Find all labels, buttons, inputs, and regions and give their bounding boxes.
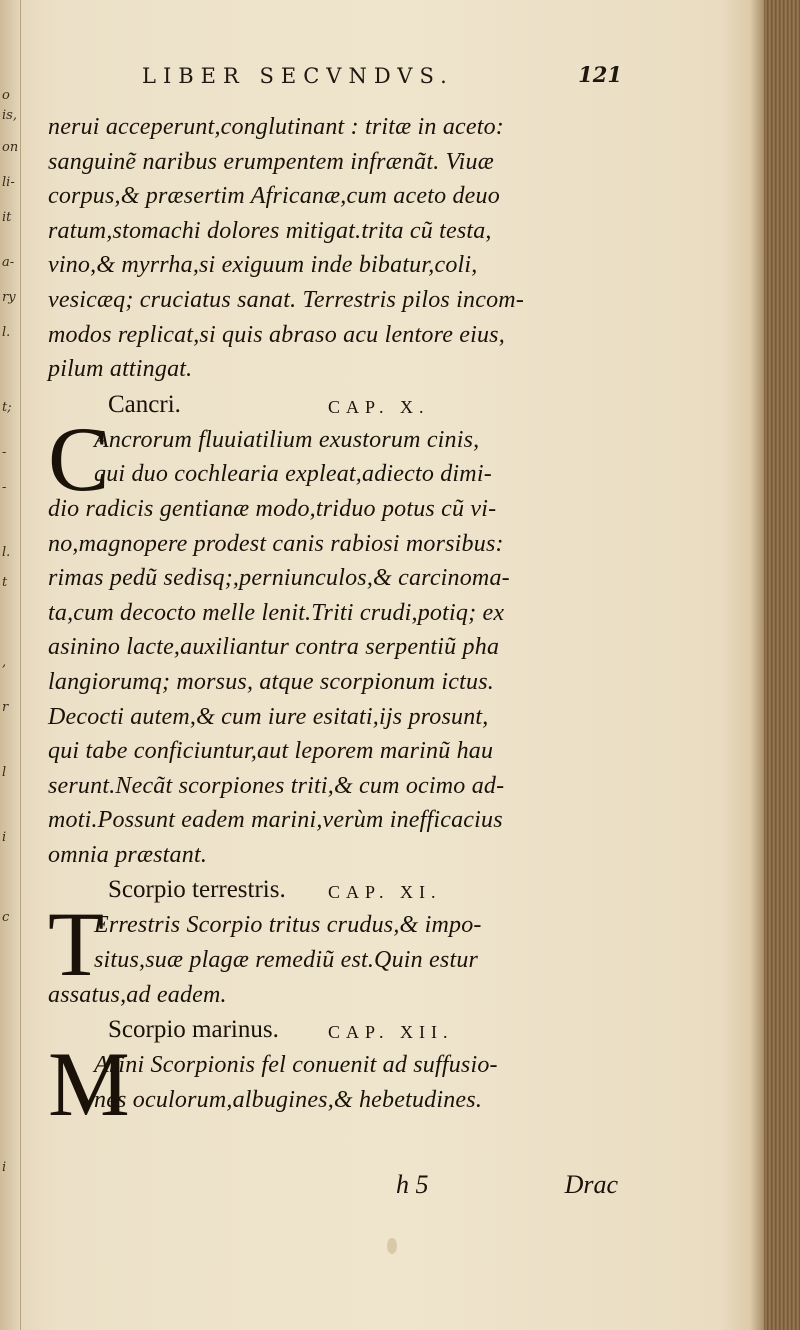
margin-fragment: - xyxy=(2,445,7,460)
text-line: asinino lacte,auxiliantur contra serpentiũ pha xyxy=(48,634,500,661)
margin-fragment: l. xyxy=(2,545,11,560)
margin-fragment: l xyxy=(2,765,7,780)
text-line: ta,cum decocto melle lenit.Triti crudi,potiq; ex xyxy=(48,599,505,626)
margin-fragment: , xyxy=(2,655,7,670)
drop-capital: M xyxy=(48,1033,130,1136)
text-line: serunt.Necãt scorpiones triti,& cum ocimo ad- xyxy=(48,772,505,799)
catchword: Drac xyxy=(564,1170,618,1199)
page-body xyxy=(48,110,618,1136)
chapter-title: Scorpio terrestris. xyxy=(108,876,286,904)
margin-fragment: l. xyxy=(2,325,11,340)
chapter-heading xyxy=(48,387,618,423)
drop-capital: C xyxy=(48,407,110,510)
margin-fragment: r xyxy=(2,700,9,715)
text-line: pilum attingat. xyxy=(48,356,193,383)
text-line: rimas pedũ sedisq;,perniunculos,& carcinoma- xyxy=(48,565,510,592)
text-line: moti.Possunt eadem marini,verùm inefficacius xyxy=(48,807,503,834)
margin-fragment: t xyxy=(2,575,8,590)
text-line: qui tabe conficiuntur,aut leporem marinũ hau xyxy=(48,738,494,765)
text-line: no,magnopere prodest canis rabiosi morsibus: xyxy=(48,530,504,557)
text-line: nerui acceperunt,conglutinant : tritæ in aceto: xyxy=(48,114,504,140)
text-line: nes oculorum,albugines,& hebetudines. xyxy=(94,1086,483,1113)
text-line: Errestris Scorpio tritus crudus,& impo- xyxy=(94,912,482,939)
book-fore-edge xyxy=(764,0,800,1330)
margin-fragment: - xyxy=(2,480,7,495)
chapter-title: Scorpio marinus. xyxy=(108,1016,279,1044)
chapter-number: CAP. X. xyxy=(328,396,430,417)
text-line: sanguinẽ naribus erumpentem infrænãt. Viuæ xyxy=(48,148,494,175)
chapter-heading xyxy=(48,1012,618,1048)
folio-number: 121 xyxy=(578,62,622,87)
text-line: qui duo cochlearia expleat,adiecto dimi- xyxy=(94,461,492,488)
text-line: ratum,stomachi dolores mitigat.trita cũ testa, xyxy=(48,217,492,244)
text-line: modos replicat,si quis abraso acu lentore eius, xyxy=(48,321,505,348)
chapter-number: CAP. XI. xyxy=(328,882,442,903)
paragraph xyxy=(48,1033,618,1136)
text-line: omnia præstant. xyxy=(48,841,208,868)
text-line: langiorumq; morsus, atque scorpionum ictus. xyxy=(48,668,494,695)
paragraph xyxy=(48,407,618,873)
text-line: situs,suæ plagæ remediũ est.Quin estur xyxy=(94,947,479,974)
margin-fragment: ry xyxy=(2,290,16,305)
paragraph xyxy=(48,110,618,387)
margin-fragment: a- xyxy=(2,255,15,270)
margin-fragment: it xyxy=(2,210,12,225)
text-line: dio radicis gentianæ modo,triduo potus cũ vi- xyxy=(48,495,497,522)
paragraph xyxy=(48,893,618,1012)
text-line: vesicæq; cruciatus sanat. Terrestris pilos incom- xyxy=(48,286,525,313)
margin-fragment: i xyxy=(2,1160,7,1175)
text-line: vino,& myrrha,si exiguum inde bibatur,coli, xyxy=(48,252,478,279)
text-line: Decocti autem,& cum iure esitati,ijs prosunt, xyxy=(48,703,489,730)
book-page xyxy=(22,0,764,1330)
page-header xyxy=(142,58,622,94)
margin-fragment: is, xyxy=(2,108,17,123)
text-line: Arini Scorpionis fel conuenit ad suffusio- xyxy=(94,1052,498,1079)
margin-fragment: c xyxy=(2,910,10,925)
chapter-title: Cancri. xyxy=(108,390,181,418)
text-line: corpus,& præsertim Africanæ,cum aceto deuo xyxy=(48,183,500,210)
drop-capital: T xyxy=(48,893,105,996)
margin-fragment: li- xyxy=(2,175,15,190)
text-line: assatus,ad eadem. xyxy=(48,981,227,1008)
chapter-number: CAP. XII. xyxy=(328,1022,454,1043)
chapter-heading xyxy=(48,872,618,908)
margin-fragment: t; xyxy=(2,400,12,415)
margin-fragment: i xyxy=(2,830,7,845)
margin-fragment: o xyxy=(2,88,10,103)
paper-stain xyxy=(387,1238,397,1254)
margin-fragment: on xyxy=(2,140,19,155)
signature-mark: h 5 xyxy=(396,1170,429,1199)
page-footer xyxy=(48,1170,618,1206)
running-head: LIBER SECVNDVS. xyxy=(142,64,454,88)
text-line: Ancrorum fluuiatilium exustorum cinis, xyxy=(94,426,480,453)
